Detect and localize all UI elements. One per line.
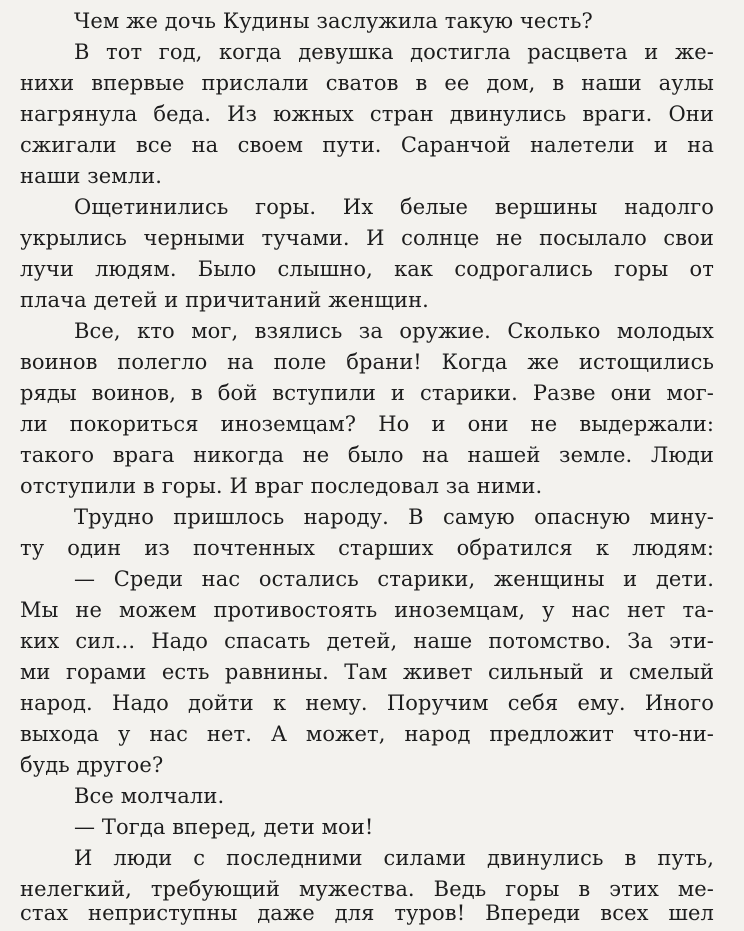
text-line: плача детей и причитаний женщин. — [20, 288, 429, 312]
text-line: Ощетинились горы. Их белые вершины надолго — [74, 195, 714, 219]
text-line: отступили в горы. И враг последовал за ними. — [20, 474, 543, 498]
text-line: И люди с последними силами двинулись в путь, — [74, 846, 714, 870]
text-line: нелегкий, требующий мужества. Ведь горы в этих ме- — [20, 877, 714, 901]
text-line: ми горами есть равнины. Там живет сильный и смелый — [20, 660, 714, 684]
text-line: сжигали все на своем пути. Саранчой налетели и на — [20, 133, 714, 157]
text-line: ких сил... Надо спасать детей, наше потомство. За эти- — [20, 629, 714, 653]
text-line: — Тогда вперед, дети мои! — [74, 815, 374, 839]
text-line: будь другое? — [20, 753, 164, 777]
text-line: ту один из почтенных старших обратился к людям: — [20, 536, 714, 560]
text-line: В тот год, когда девушка достигла расцвета и же- — [74, 40, 714, 64]
text-line: такого врага никогда не было на нашей земле. Люди — [20, 443, 714, 467]
text-line: Все, кто мог, взялись за оружие. Сколько молодых — [74, 319, 714, 343]
text-line: Трудно пришлось народу. В самую опасную мину- — [74, 505, 714, 529]
text-line: ли покориться иноземцам? Но и они не выдержали: — [20, 412, 714, 436]
text-line: — Среди нас остались старики, женщины и дети. — [74, 567, 714, 591]
text-line: лучи людям. Было слышно, как содрогались горы от — [20, 257, 714, 281]
text-line: воинов полегло на поле брани! Когда же истощились — [20, 350, 714, 374]
text-line: выхода у нас нет. А может, народ предложит что-ни- — [20, 722, 714, 746]
text-line: нихи впервые прислали сватов в ее дом, в наши аулы — [20, 71, 714, 95]
text-line: укрылись черными тучами. И солнце не посылало свои — [20, 226, 714, 250]
text-line: нагрянула беда. Из южных стран двинулись враги. Они — [20, 102, 714, 126]
text-line: наши земли. — [20, 164, 163, 188]
text-line: Мы не можем противостоять иноземцам, у нас нет та- — [20, 598, 714, 622]
text-line: народ. Надо дойти к нему. Поручим себя ему. Иного — [20, 691, 714, 715]
text-line: Все молчали. — [74, 784, 225, 808]
text-line: стах неприступны даже для туров! Впереди всех шел — [20, 901, 714, 925]
text-line: Чем же дочь Кудины заслужила такую честь? — [74, 9, 593, 33]
text-line: ряды воинов, в бой вступили и старики. Разве они мог- — [20, 381, 714, 405]
